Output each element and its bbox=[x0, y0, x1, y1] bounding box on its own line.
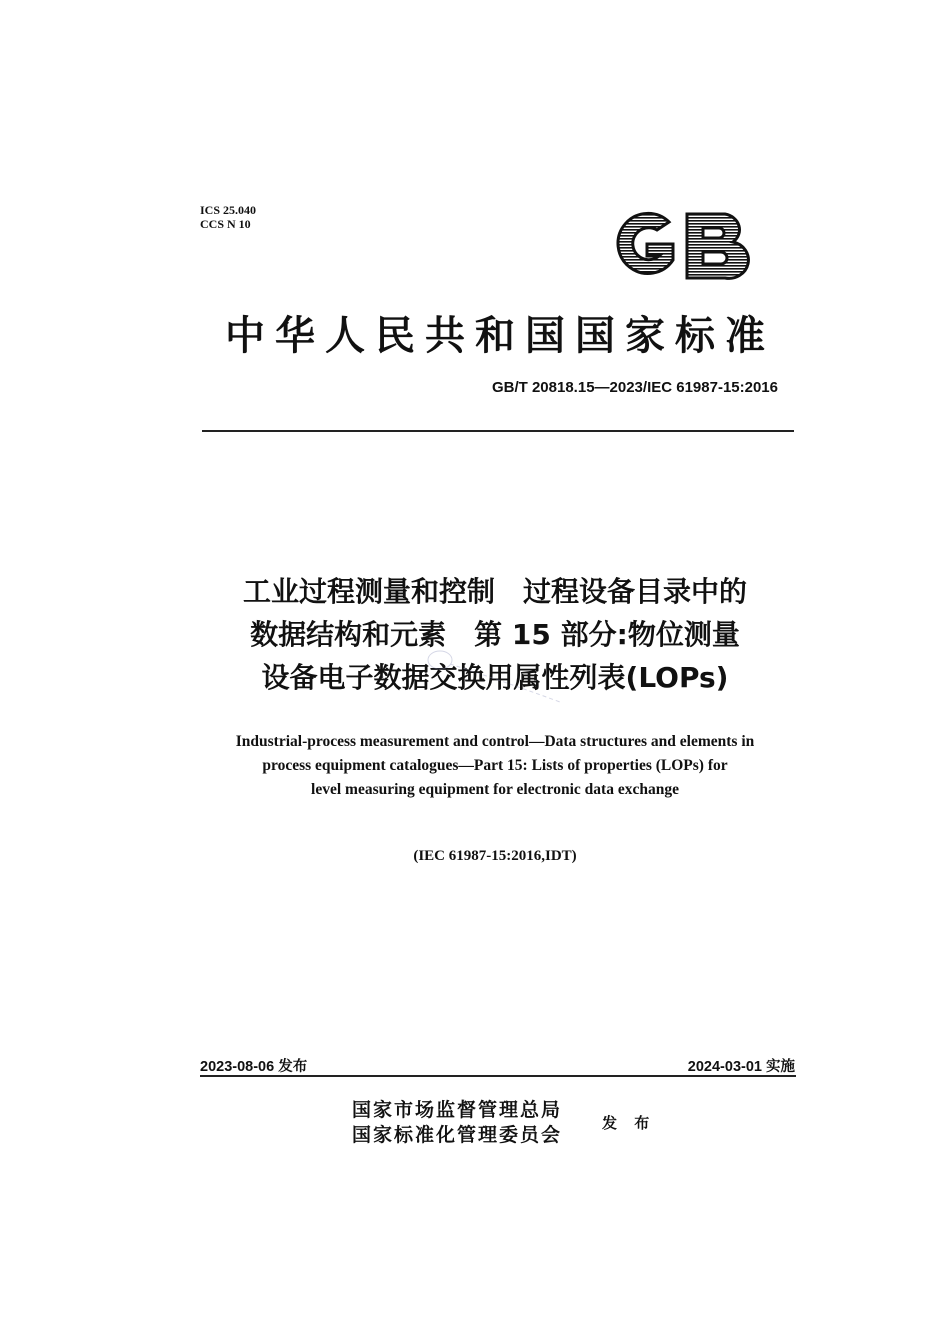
chinese-title-line-3: 设备电子数据交换用属性列表(LOPs) bbox=[261, 661, 729, 694]
gb-logo bbox=[607, 208, 757, 283]
publisher-list bbox=[352, 1098, 562, 1148]
national-standard-title: 中华人民共和国国家标准 bbox=[225, 312, 775, 359]
issue-date: 2023-08-06 发布 bbox=[200, 1059, 308, 1075]
ccs-code: CCS N 10 bbox=[200, 217, 251, 231]
chinese-title-line-1: 工业过程测量和控制 过程设备目录中的 bbox=[242, 575, 747, 608]
implementation-date: 2024-03-01 实施 bbox=[687, 1059, 795, 1075]
publish-label: 发 布 bbox=[602, 1114, 656, 1132]
english-title-line-2: process equipment catalogues—Part 15: Lists of properties (LOPs) for bbox=[262, 757, 728, 774]
publisher-samr: 国家市场监督管理总局 bbox=[352, 1099, 563, 1121]
english-title bbox=[150, 730, 840, 802]
header-divider bbox=[202, 430, 794, 432]
footer-divider bbox=[200, 1075, 796, 1077]
standard-number: GB/T 20818.15—2023/IEC 61987-15:2016 bbox=[491, 379, 778, 396]
ics-code: ICS 25.040 bbox=[200, 203, 257, 217]
publisher-sac: 国家标准化管理委员会 bbox=[352, 1124, 563, 1146]
classification-codes bbox=[200, 203, 256, 231]
chinese-title-line-2: 数据结构和元素 第 15 部分:物位测量 bbox=[250, 618, 740, 651]
equivalence-note: (IEC 61987-15:2016,IDT) bbox=[413, 848, 577, 864]
english-title-line-1: Industrial-process measurement and control—Data structures and elements in bbox=[235, 733, 755, 750]
watermark-stamp bbox=[420, 640, 580, 720]
english-title-line-3: level measuring equipment for electronic data exchange bbox=[311, 781, 679, 798]
